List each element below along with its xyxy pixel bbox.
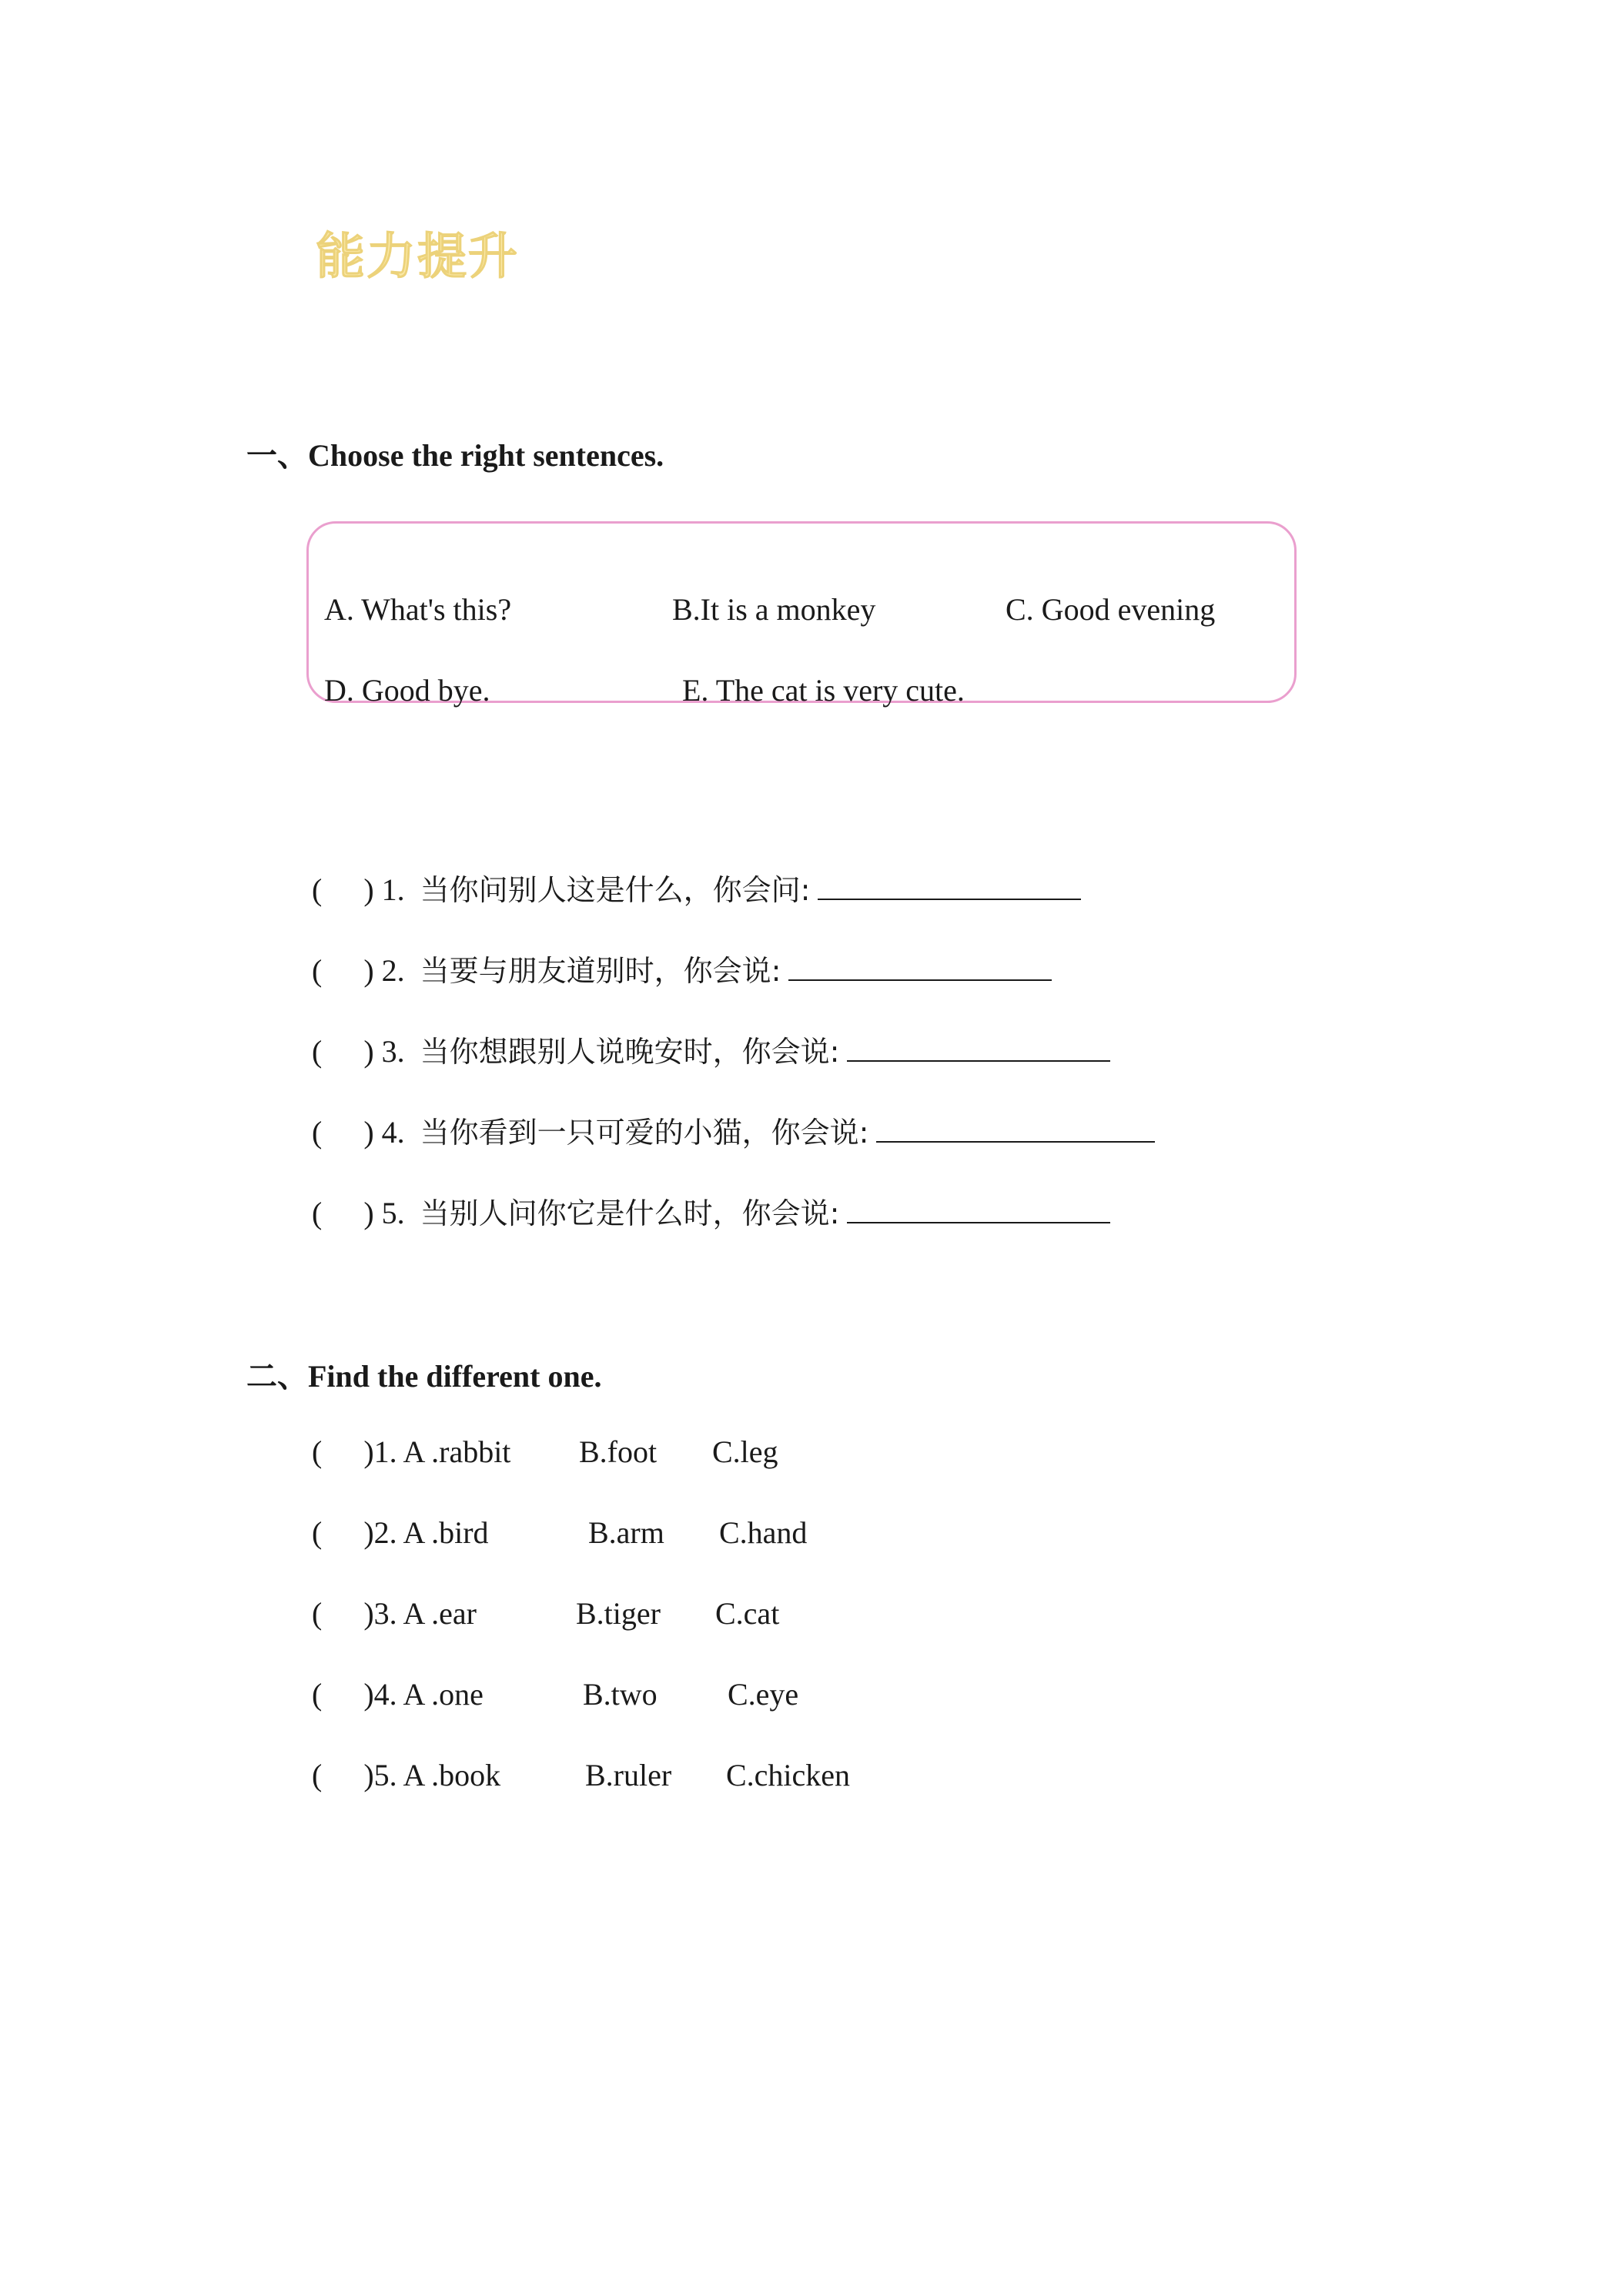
answer-blank[interactable]: [818, 874, 1081, 900]
choice-a: )1. A .rabbit: [363, 1434, 511, 1469]
choice-c: C.hand: [719, 1515, 808, 1550]
question-number: ) 5.: [363, 1196, 405, 1230]
question-row: [312, 1109, 1155, 1151]
answer-paren-open: (: [312, 1196, 323, 1230]
answer-paren-open: (: [312, 1758, 323, 1792]
choice-c: C.cat: [715, 1596, 780, 1631]
answer-paren-open: (: [312, 1034, 323, 1069]
section-2-title: Find the different one.: [308, 1359, 602, 1394]
answer-paren-open: (: [312, 1596, 323, 1631]
answer-paren-open: (: [312, 1115, 323, 1150]
option-c: C. Good evening: [1006, 592, 1216, 627]
question-text: 当你看到一只可爱的小猫，你会说:: [420, 1116, 869, 1150]
choice-row: [312, 1514, 489, 1551]
answer-paren-open: (: [312, 1434, 323, 1469]
question-row: [312, 947, 1052, 989]
choice-a: )3. A .ear: [363, 1596, 477, 1631]
section-2-marker: 二、: [246, 1359, 308, 1394]
answer-blank[interactable]: [847, 1036, 1110, 1062]
section-2-heading: [246, 1352, 601, 1396]
answer-blank[interactable]: [788, 955, 1052, 981]
section-1-title: Choose the right sentences.: [308, 438, 664, 473]
choice-b: B.tiger: [576, 1596, 661, 1631]
question-text: 当要与朋友道别时，你会说:: [420, 954, 781, 988]
question-text: 当你问别人这是什么，你会问:: [420, 873, 811, 907]
choice-row: [312, 1434, 510, 1470]
question-number: ) 4.: [363, 1115, 405, 1150]
choice-c: C.chicken: [726, 1758, 851, 1792]
choice-a: )2. A .bird: [363, 1515, 489, 1550]
choice-a: )5. A .book: [363, 1758, 501, 1792]
question-row: [312, 1028, 1110, 1070]
choice-b: B.two: [583, 1677, 658, 1712]
choice-row: [312, 1676, 484, 1712]
choice-b: B.arm: [588, 1515, 664, 1550]
option-d: D. Good bye.: [324, 673, 490, 708]
answer-blank[interactable]: [847, 1197, 1110, 1223]
choice-b: B.ruler: [585, 1758, 672, 1792]
section-1-heading: [246, 431, 664, 475]
answer-paren-open: (: [312, 1677, 323, 1712]
choice-row: [312, 1595, 477, 1632]
answer-paren-open: (: [312, 953, 323, 988]
choice-row: [312, 1757, 500, 1793]
question-number: ) 1.: [363, 872, 405, 907]
question-number: ) 3.: [363, 1034, 405, 1069]
question-text: 当别人问你它是什么时，你会说:: [420, 1197, 840, 1230]
answer-paren-open: (: [312, 872, 323, 907]
section-1-marker: 一、: [246, 438, 308, 474]
question-row: [312, 866, 1081, 909]
question-row: [312, 1190, 1110, 1232]
page-title: 能力提升: [316, 229, 519, 286]
answer-paren-open: (: [312, 1515, 323, 1550]
option-b: B.It is a monkey: [672, 592, 876, 627]
question-number: ) 2.: [363, 953, 405, 988]
choice-c: C.leg: [712, 1434, 778, 1469]
choice-b: B.foot: [579, 1434, 658, 1469]
option-a: A. What's this?: [324, 592, 512, 627]
choice-a: )4. A .one: [363, 1677, 484, 1712]
answer-blank[interactable]: [876, 1116, 1155, 1143]
option-e: E. The cat is very cute.: [682, 673, 965, 708]
question-text: 当你想跟别人说晚安时，你会说:: [420, 1035, 840, 1069]
choice-c: C.eye: [728, 1677, 799, 1712]
